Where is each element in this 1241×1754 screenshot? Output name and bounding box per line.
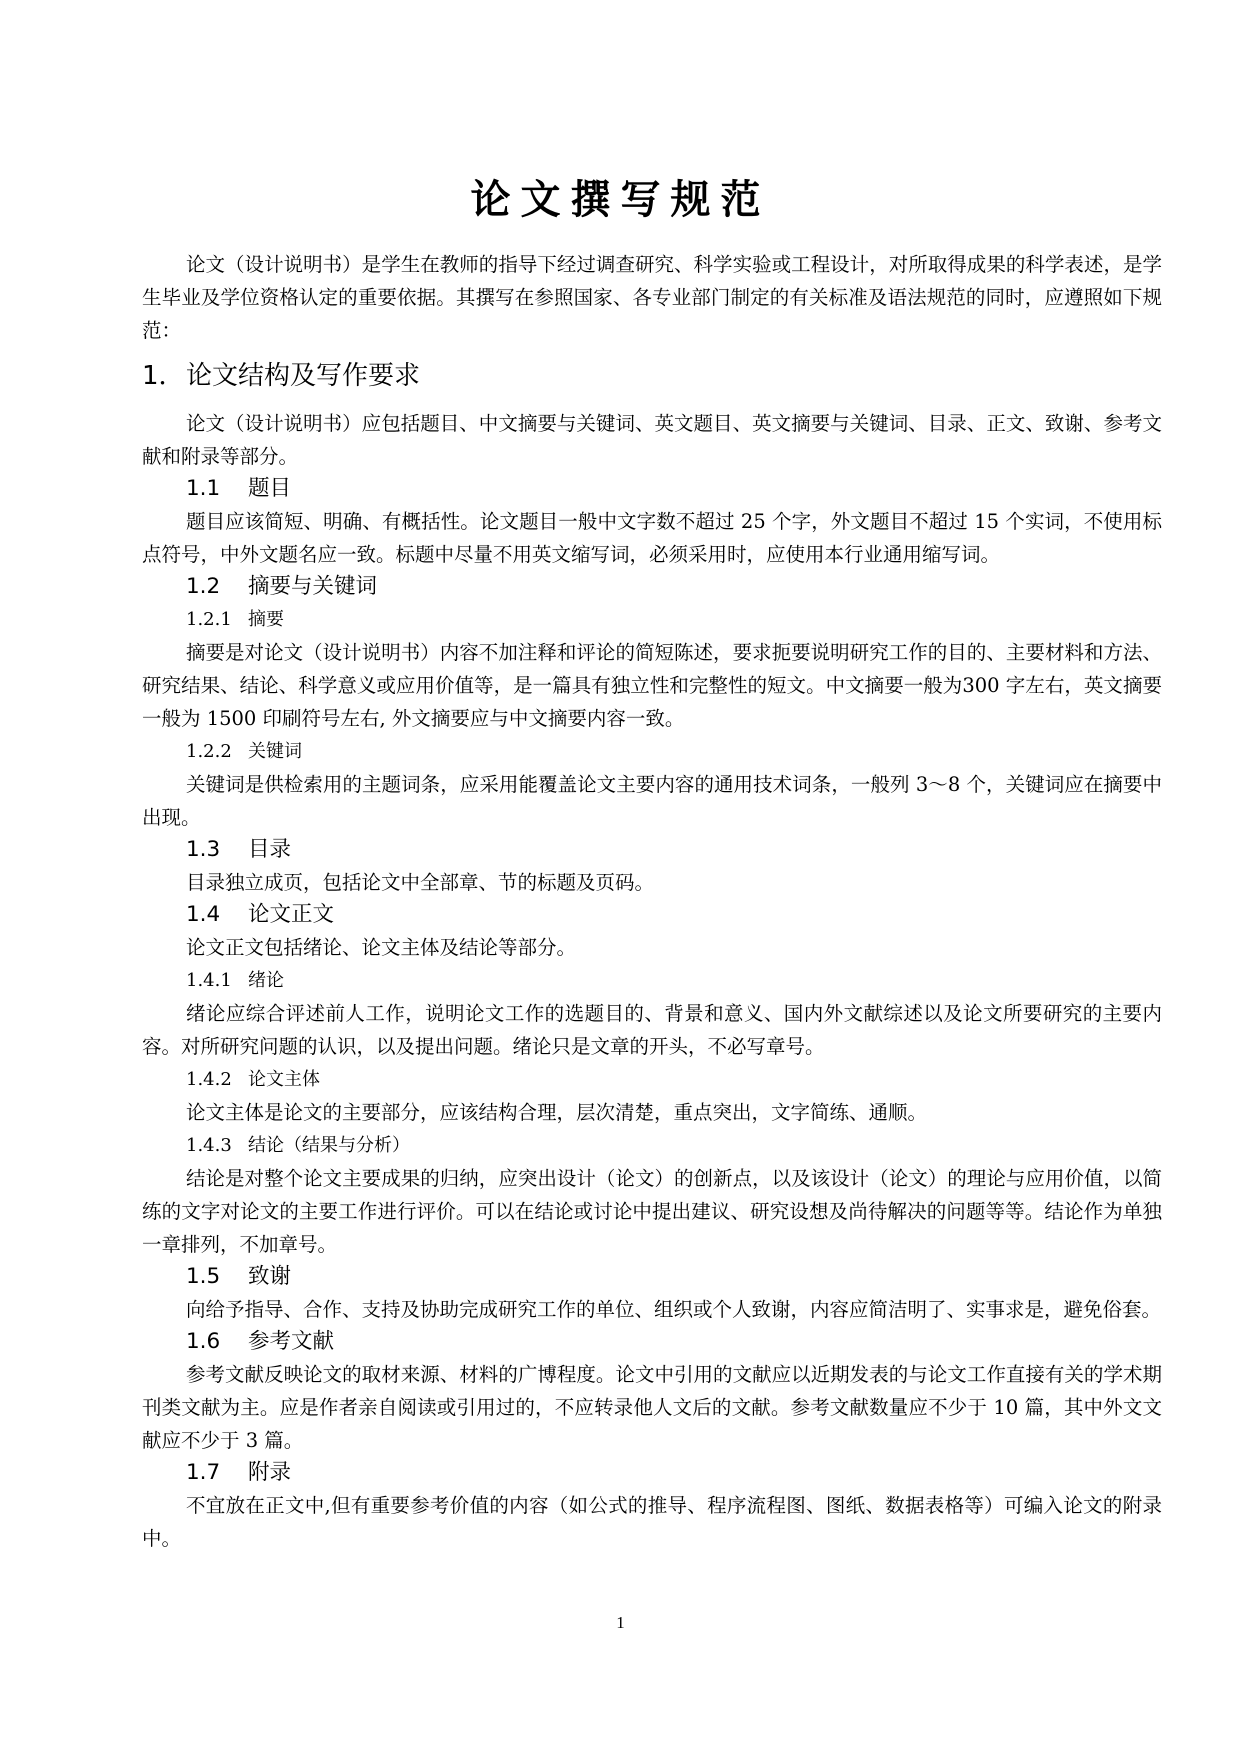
section-number: 1.4.1 xyxy=(186,970,232,991)
section-1-3-paragraph: 目录独立成页，包括论文中全部章、节的标题及页码。 xyxy=(186,871,655,894)
section-1-4-heading xyxy=(142,899,1162,931)
section-title: 附录 xyxy=(248,1460,292,1485)
section-1-4-3-heading xyxy=(142,1129,1162,1162)
section-number: 1.2.2 xyxy=(186,741,232,762)
section-1-2-2-paragraph: 关键词是供检索用的主题词条，应采用能覆盖论文主要内容的通用技术词条，一般列 3～8 个，关键词应在摘要中出现。 xyxy=(142,773,1162,829)
document-title: 论文撰写规范 xyxy=(470,176,771,223)
section-number: 1.1 xyxy=(186,476,221,501)
section-number: 1.3 xyxy=(186,837,221,862)
section-title: 绪论 xyxy=(248,970,284,991)
section-1-1-heading xyxy=(142,473,1162,505)
section-1-5-heading xyxy=(142,1261,1162,1293)
section-number: 1.4.3 xyxy=(186,1135,232,1156)
section-1-1-paragraph: 题目应该简短、明确、有概括性。论文题目一般中文字数不超过 25 个字，外文题目不超过 15 个实词，不使用标点符号，中外文题名应一致。标题中尽量不用英文缩写词，必须采用时，应使用本行业通用缩写词。 xyxy=(142,510,1162,566)
section-number: 1.5 xyxy=(186,1264,221,1289)
section-title: 摘要与关键词 xyxy=(248,574,378,599)
section-title: 结论（结果与分析） xyxy=(248,1135,410,1156)
page-number: 1 xyxy=(616,1613,625,1632)
section-number: 1.2.1 xyxy=(186,609,232,630)
section-1-4-1-paragraph: 绪论应综合评述前人工作，说明论文工作的选题目的、背景和意义、国内外文献综述以及论文所要研究的主要内容。对所研究问题的认识，以及提出问题。绪论只是文章的开头，不必写章号。 xyxy=(142,1002,1162,1058)
intro-paragraph: 论文（设计说明书）是学生在教师的指导下经过调查研究、科学实验或工程设计，对所取得成果的科学表述，是学生毕业及学位资格认定的重要依据。其撰写在参照国家、各专业部门制定的有关标准及语法规范的同时，应遵照如下规范： xyxy=(142,253,1162,342)
section-1-4-3-paragraph: 结论是对整个论文主要成果的归纳，应突出设计（论文）的创新点，以及该设计（论文）的理论与应用价值，以简练的文字对论文的主要工作进行评价。可以在结论或讨论中提出建议、研究设想及尚待解决的问题等等。结论作为单独一章排列，不加章号。 xyxy=(142,1167,1162,1256)
section-number: 1.2 xyxy=(186,574,221,599)
section-1-heading xyxy=(142,359,1162,393)
section-1-2-2-heading xyxy=(142,735,1162,768)
section-1-4-paragraph: 论文正文包括绪论、论文主体及结论等部分。 xyxy=(186,936,577,959)
section-title: 参考文献 xyxy=(248,1329,335,1354)
section-number: 1.4 xyxy=(186,902,221,927)
section-title: 论文正文 xyxy=(248,902,335,927)
section-1-2-heading xyxy=(142,571,1162,603)
section-1-7-heading xyxy=(142,1457,1162,1489)
section-1-4-2-heading xyxy=(142,1063,1162,1096)
section-title: 关键词 xyxy=(248,741,302,762)
section-1-4-1-heading xyxy=(142,964,1162,997)
section-1-3-heading xyxy=(142,834,1162,866)
section-1-6-heading xyxy=(142,1326,1162,1358)
section-title: 致谢 xyxy=(248,1264,292,1289)
document-body xyxy=(142,248,1162,1555)
section-title: 目录 xyxy=(248,837,292,862)
section-number: 1.4.2 xyxy=(186,1069,232,1090)
section-title: 论文主体 xyxy=(248,1069,320,1090)
section-1-4-2-paragraph: 论文主体是论文的主要部分，应该结构合理，层次清楚，重点突出，文字简练、通顺。 xyxy=(186,1101,928,1124)
section-number: 1.7 xyxy=(186,1460,221,1485)
section-1-6-paragraph: 参考文献反映论文的取材来源、材料的广博程度。论文中引用的文献应以近期发表的与论文工作直接有关的学术期刊类文献为主。应是作者亲自阅读或引用过的，不应转录他人文后的文献。参考文献数量应不少于 10 篇，其中外文文献应不少于 3 篇。 xyxy=(142,1363,1162,1452)
section-title: 题目 xyxy=(248,476,292,501)
section-1-2-1-heading xyxy=(142,603,1162,636)
section-1-5-paragraph: 向给予指导、合作、支持及协助完成研究工作的单位、组织或个人致谢，内容应简洁明了、实事求是，避免俗套。 xyxy=(186,1298,1162,1321)
section-1-2-1-paragraph: 摘要是对论文（设计说明书）内容不加注释和评论的简短陈述，要求扼要说明研究工作的目的、主要材料和方法、研究结果、结论、科学意义或应用价值等，是一篇具有独立性和完整性的短文。中文摘要一般为300 字左右，英文摘要一般为 1500 印刷符号左右, 外文摘要应与中文摘要内容一致。 xyxy=(142,641,1162,730)
section-number: 1.6 xyxy=(186,1329,221,1354)
section-title: 论文结构及写作要求 xyxy=(186,361,421,391)
section-title: 摘要 xyxy=(248,609,284,630)
section-1-7-paragraph: 不宜放在正文中,但有重要参考价值的内容（如公式的推导、程序流程图、图纸、数据表格等）可编入论文的附录中。 xyxy=(142,1494,1162,1550)
section-number: 1． xyxy=(142,361,185,391)
section-1-paragraph: 论文（设计说明书）应包括题目、中文摘要与关键词、英文题目、英文摘要与关键词、目录、正文、致谢、参考文献和附录等部分。 xyxy=(142,412,1162,468)
